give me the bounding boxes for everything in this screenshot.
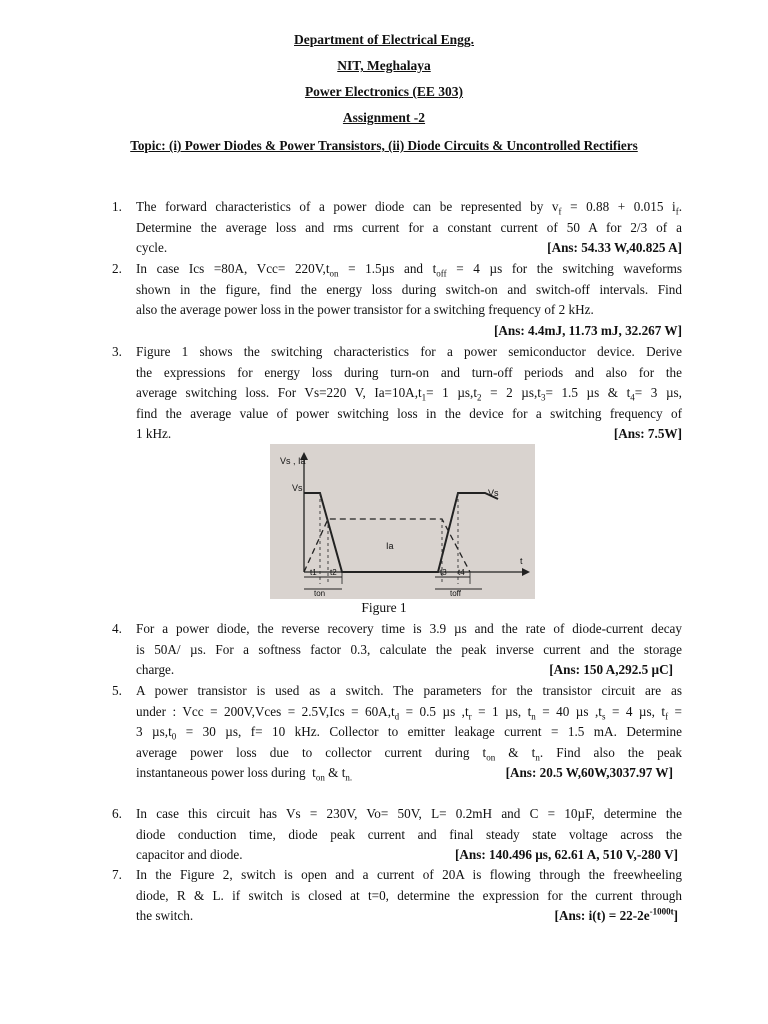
question-text: In case this circuit has Vs = 230V, Vo= 50V, L= 0.2mH and C = 10µF, determine the diode conduction time, diode peak current and final steady state voltage across the capacitor and diode. [Ans: 140.496 µs, 62.61 A, 510 V,-280 V]: [136, 804, 682, 866]
question-number: 4.: [112, 621, 122, 636]
figure-caption: Figure 1: [361, 600, 407, 615]
toff-label: toff: [450, 589, 461, 598]
t4-label: t4: [458, 568, 465, 577]
question-2: [112, 259, 682, 341]
question-number: 1.: [112, 199, 122, 214]
figure-1-switching-waveform: [270, 444, 535, 599]
vs-left-label: Vs: [292, 483, 303, 493]
question-number: 3.: [112, 344, 122, 359]
answer: [Ans: 140.496 µs, 62.61 A, 510 V,-280 V]: [454, 847, 678, 862]
department-title: Department of Electrical Engg.: [294, 32, 474, 47]
ia-label: Ia: [386, 541, 394, 551]
waveform-diagram: [270, 444, 535, 599]
answer: [Ans: 20.5 W,60W,3037.97 W]: [505, 765, 673, 780]
answer: [Ans: 150 A,292.5 µC]: [549, 662, 673, 677]
question-4: [112, 619, 682, 681]
question-text: The forward characteristics of a power diode can be represented by $v_f = 0.88 + 0.015$ $i_f$. Determine the average loss and rms current for a constant current of 50 A for 2/3 of a cycle. [Ans: 54.33 W,40.825 A]: [136, 197, 682, 259]
question-number: 2.: [112, 261, 122, 276]
question-5: [112, 681, 682, 784]
question-number: 5.: [112, 683, 122, 698]
t-axis-label: t: [520, 556, 523, 566]
answer: [Ans: 7.5W]: [613, 426, 682, 441]
vs-right-label: Vs: [488, 488, 499, 498]
t3-label: t3: [440, 568, 447, 577]
question-number: 6.: [112, 806, 122, 821]
course-title: Power Electronics (EE 303): [304, 84, 464, 99]
question-7: [112, 865, 682, 927]
vs-waveform: [304, 493, 498, 572]
question-text: A power transistor is used as a switch. The parameters for the transistor circuit are as under : Vcc = 200V,Vces = $2.5V,Ics = 60A,t_d = 0.5$ µs $,t_r = 1$ µs, $t_n = 40$ µs $,t_s = 4$ µs, $t_f$ = 3 $\mu s,t_0 = 30$ µs, f= 10 kHz. Collector to emitter leakage current = 1.5 mA. Determine average power loss due to collector current during $t_{on}$ & $t_n$. Find also the peak instantaneous power loss during $t_{on}$ & $t_{n.}$ [Ans: 20.5 W,60W,3037.97 W]: [136, 683, 683, 783]
question-text: In case Ics =80A, $Vcc= 220V,t_{on} = 1.5\mu s$ and $t_{off} = 4$ µs for the switching waveforms shown in the figure, find the energy loss during switch-on and switch-off intervals. Find also the average power loss in the power transistor for a switching frequency of 2 kHz. [Ans: 4.4mJ, 11.73 mJ, 32.267 W]: [136, 259, 682, 341]
ton-label: ton: [314, 589, 326, 598]
answer: [Ans: 54.33 W,40.825 A]: [547, 240, 682, 255]
question-text: Figure 1 shows the switching characteristics for a power semiconductor device. Derive the expressions for energy loss during turn-on and turn-off periods and also for the average switching loss. For Vs=220 V, $Ia=10A,t_1= 1$ $\mu s,t_2 = 2$ $\mu s,t_3= 1.5$ µs & $t_4= 3$ µs, find the average value of power switching loss in the device for a switching frequency of 1 kHz. [Ans: 7.5W]: [136, 342, 682, 445]
answer: [Ans: 4.4mJ, 11.73 mJ, 32.267 W]: [493, 322, 682, 338]
assignment-title: Assignment -2: [342, 110, 426, 125]
question-number: 7.: [112, 867, 122, 882]
question-6: [112, 804, 682, 866]
institute-title: NIT, Meghalaya: [337, 58, 431, 73]
topic-title: Topic: (i) Power Diodes & Power Transistors, (ii) Diode Circuits & Uncontrolled Rectifiers: [130, 138, 638, 153]
x-axis-arrow: [522, 568, 530, 576]
question-3: [112, 342, 682, 445]
question-text: For a power diode, the reverse recovery time is 3.9 µs and the rate of diode-current decay is 50A/ µs. For a softness factor 0.3, calculate the peak inverse current and the storage charge. [Ans: 150 A,292.5 µC]: [136, 619, 682, 681]
axis-y-label: Vs , Ia: [280, 456, 306, 466]
t1-label: t1: [310, 568, 317, 577]
answer: [Ans: $i(t) = 22-2e^{-1000t}$]: [554, 906, 678, 923]
t2-label: t2: [330, 568, 337, 577]
question-1: [112, 197, 682, 259]
question-text: In the Figure 2, switch is open and a current of 20A is flowing through the freewheeling diode, R & L. if switch is closed at t=0, determine the expression for the current through the switch. [Ans: $i(t) = 22-2e^{-1000t}$]: [136, 865, 682, 927]
